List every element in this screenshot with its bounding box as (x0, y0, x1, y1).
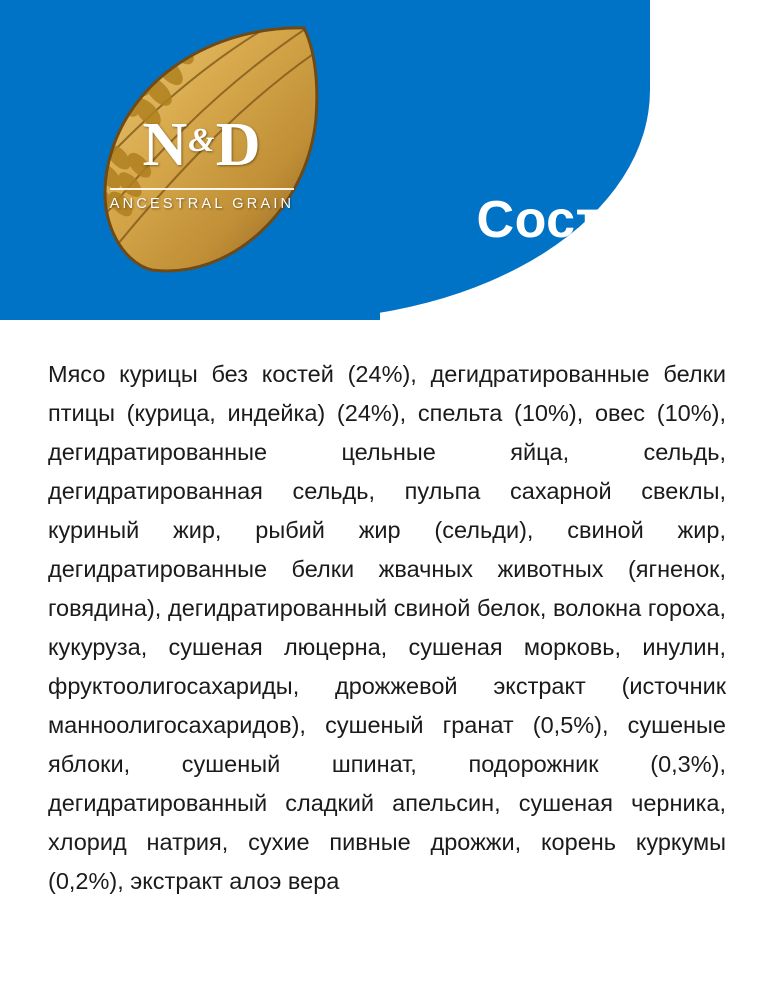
composition-text: Мясо курицы без костей (24%), дегидратированные белки птицы (курица, индейка) (24%), спельта (10%), овес (10%), дегидратированные цельные яйца, сельдь, дегидратированная сельдь, пульпа сахарной свеклы, куриный жир, рыбий жир (сельди), свиной жир, дегидратированные белки жвачных животных (ягненок, говядина), дегидратированный свиной белок, волокна гороха, кукуруза, сушеная люцерна, сушеная морковь, инулин, фруктоолигосахариды, дрожжевой экстракт (источник манноолигосахаридов), сушеный гранат (0,5%), сушеные яблоки, сушеный шпинат, подорожник (0,3%), дегидратированный сладкий апельсин, сушеная черника, хлорид натрия, сухие пивные дрожжи, корень куркумы (0,2%), экстракт алоэ вера (48, 361, 726, 894)
logo-brand-n: N (142, 111, 189, 179)
logo-brand-amp: & (188, 122, 216, 159)
page-title: Состав (476, 191, 664, 249)
wheat-leaf-icon (72, 18, 332, 278)
logo-tagline: ANCESTRAL GRAIN (109, 196, 295, 212)
brand-logo (72, 18, 332, 278)
logo-brand-d: D (215, 111, 262, 179)
